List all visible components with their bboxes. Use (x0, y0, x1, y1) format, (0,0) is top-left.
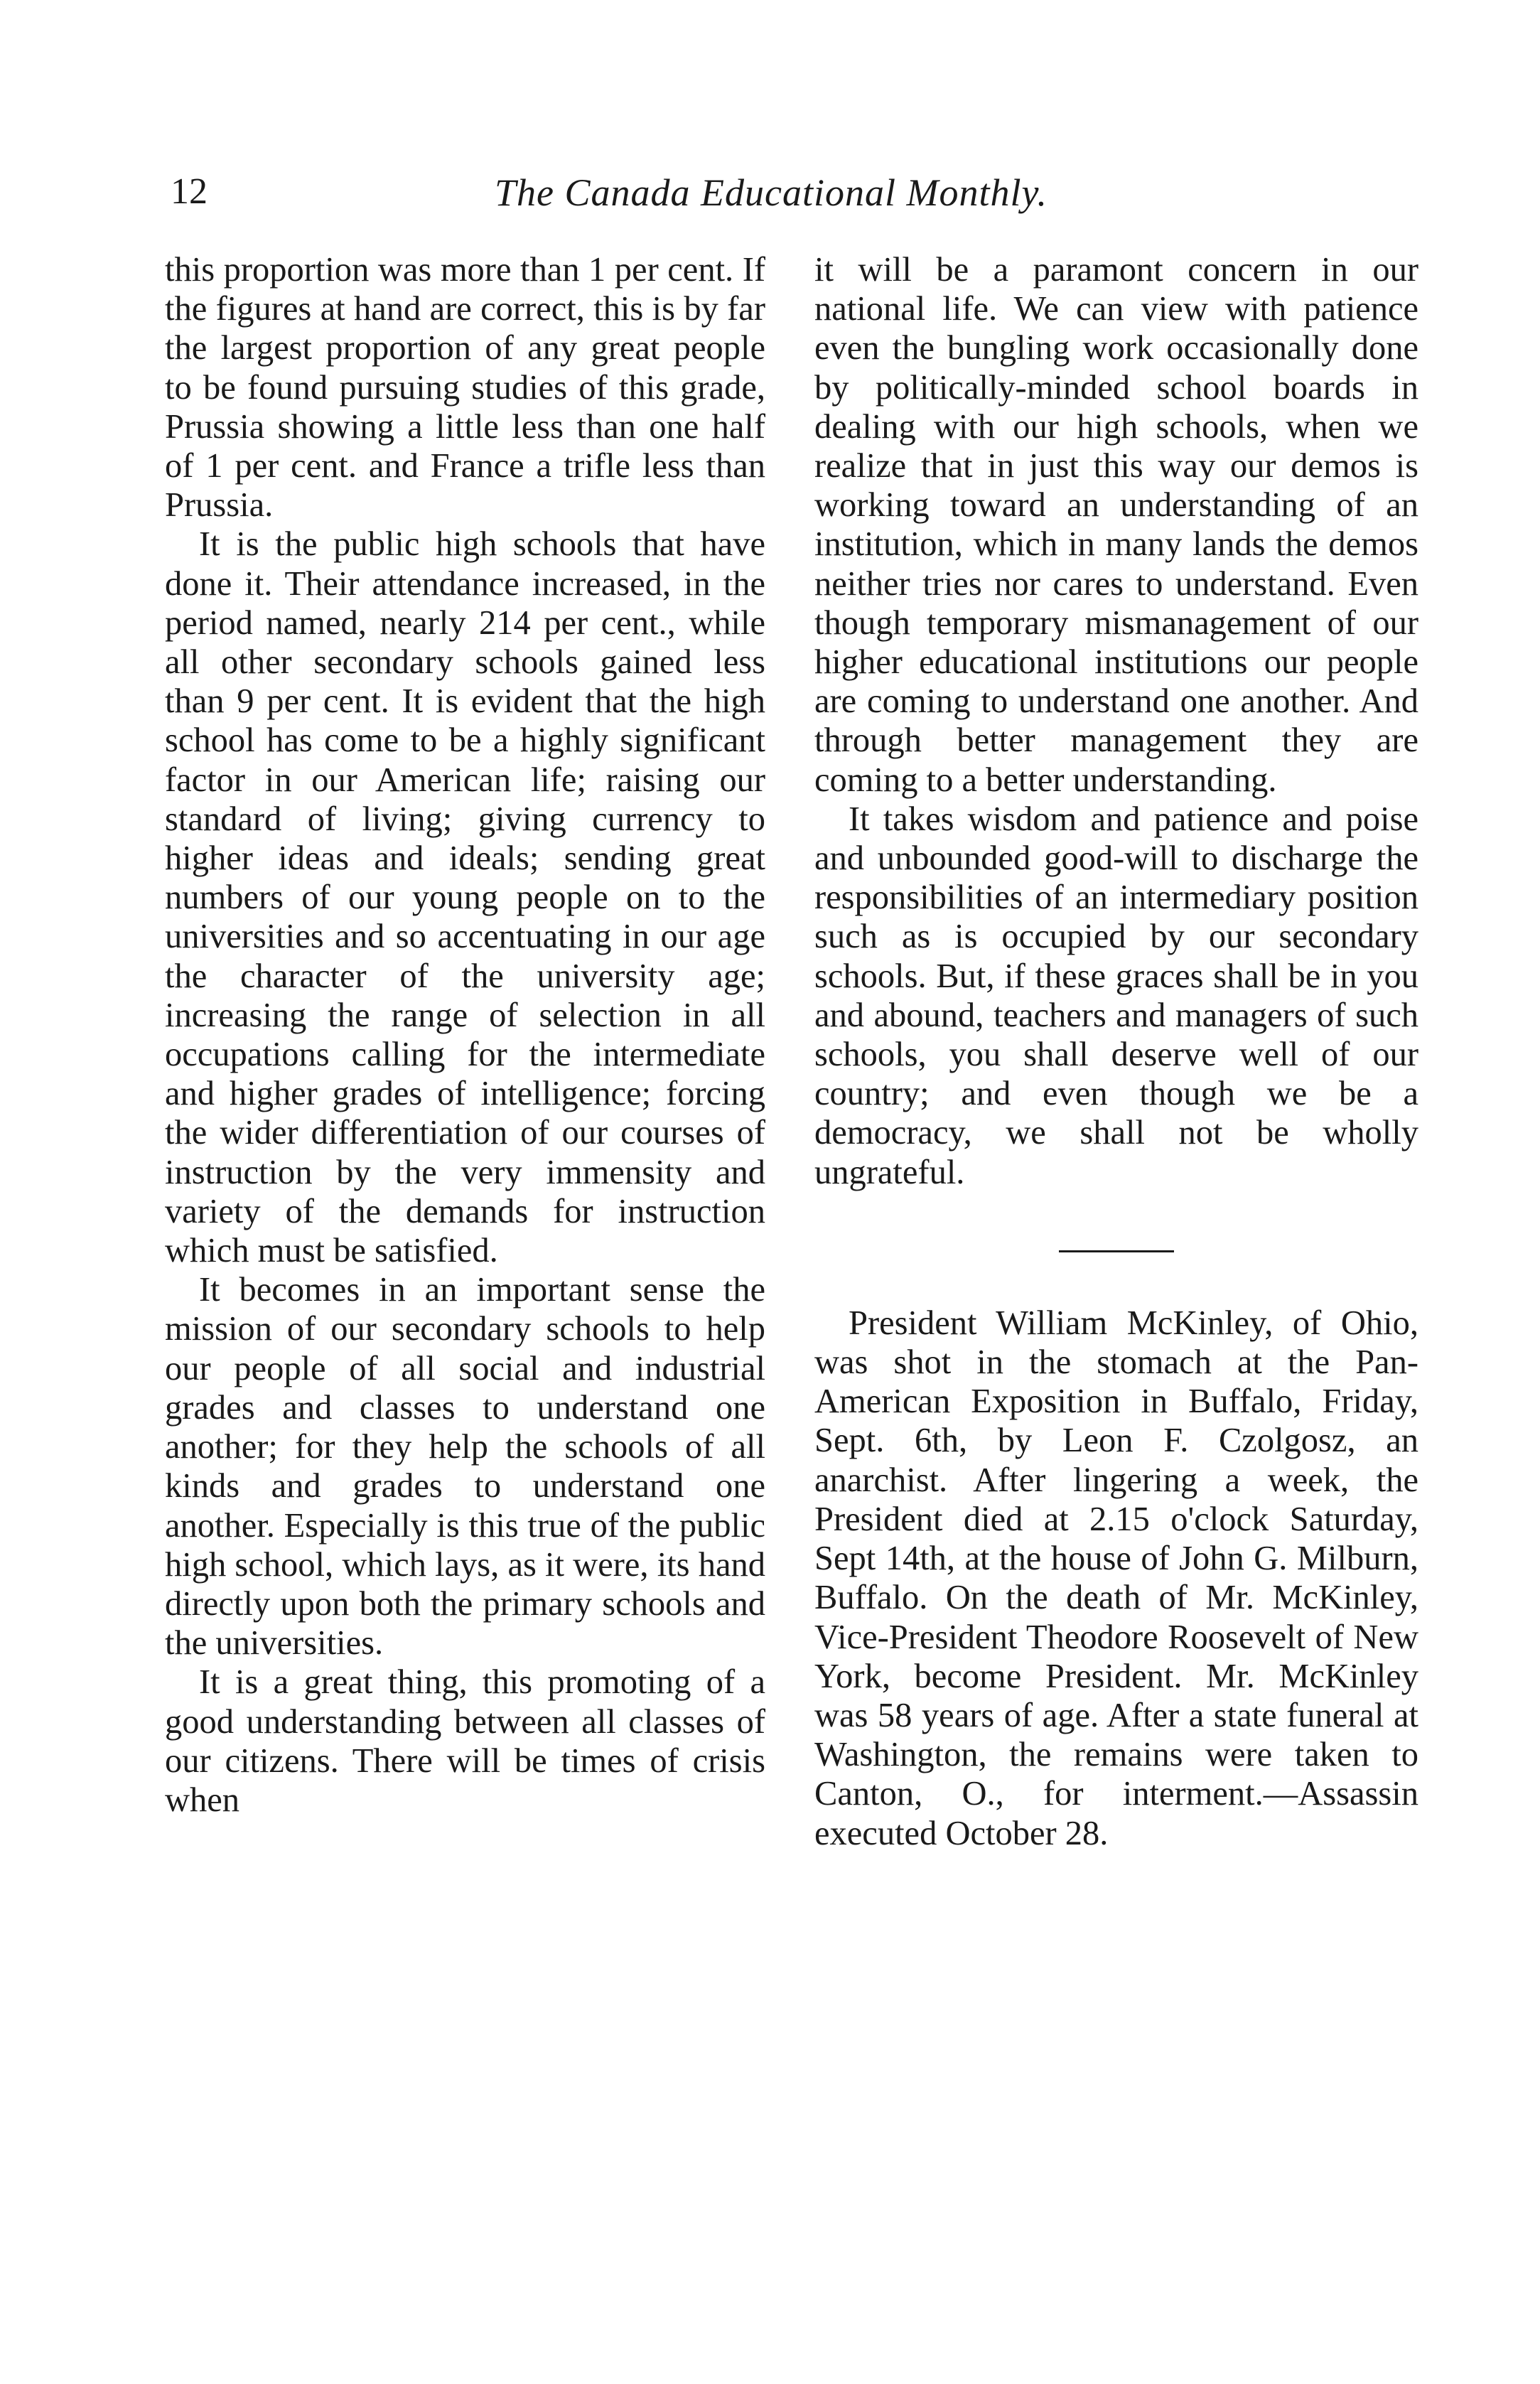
paragraph: It is a great thing, this promoting of a good understanding between all classes of our citizens. There will be times of crisis when (165, 1663, 765, 1819)
paragraph: this proportion was more than 1 per cent. If the figures at hand are correct, this is by far the largest proportion of any great people to be found pursuing studies of this grade, Prussia showing a little less than one half of 1 per cent. and France a trifle less than Prussia. (165, 251, 765, 525)
news-item (814, 1304, 1418, 1853)
paragraph: It becomes in an important sense the mission of our secondary schools to help our people of all social and industrial grades and classes to understand one another; for they help the schools of all kinds and grades to understand one another. Especially is this true of the public high school, which lays, as it were, its hand directly upon both the primary schools and the universities. (165, 1271, 765, 1663)
left-column (165, 250, 765, 1820)
right-column (814, 250, 1418, 1853)
page-number: 12 (171, 171, 208, 212)
news-paragraph: President William McKinley, of Ohio, was shot in the stomach at the Pan-American Exposition in Buffalo, Friday, Sept. 6th, by Leon F. Czolgosz, an anarchist. After lingering a week, the President died at 2.15 o'clock Saturday, Sept 14th, at the house of John G. Milburn, Buffalo. On the death of Mr. McKinley, Vice-President Theodore Roosevelt of New York, become President. Mr. McKinley was 58 years of age. After a state funeral at Washington, the remains were taken to Canton, O., for interment.—Assassin executed October 28. (814, 1304, 1418, 1852)
page-header (171, 171, 1372, 227)
running-title: The Canada Educational Monthly. (495, 171, 1048, 214)
paragraph: It takes wisdom and patience and poise and unbounded good-will to discharge the responsibilities of an intermediary position such as is occupied by our secondary schools. But, if these graces shall be in you and abound, teachers and managers of such schools, you shall deserve well of our country; and even though we be a democracy, we shall not be wholly ungrateful. (814, 800, 1418, 1191)
paragraph: it will be a paramont concern in our national life. We can view with patience even the bungling work occasionally done by politically-minded school boards in dealing with our high schools, when we realize that in just this way our demos is working toward an understanding of an institution, which in many lands the demos neither tries nor cares to understand. Even though temporary mismanagement of our higher educational institutions our people are coming to understand one another. And through better management they are coming to a better understanding. (814, 251, 1418, 799)
paragraph: It is the public high schools that have done it. Their attendance increased, in the period named, nearly 214 per cent., while all other secondary schools gained less than 9 per cent. It is evident that the high school has come to be a highly significant factor in our American life; raising our standard of living; giving currency to higher ideas and ideals; sending great numbers of our young people on to the universities and so accentuating in our age the character of the university age; increasing the range of selection in all occupations calling for the intermediate and higher grades of intelligence; forcing the wider differentiation of our courses of instruction by the very immensity and variety of the demands for instruction which must be satisfied. (165, 525, 765, 1270)
section-divider (1059, 1250, 1174, 1252)
